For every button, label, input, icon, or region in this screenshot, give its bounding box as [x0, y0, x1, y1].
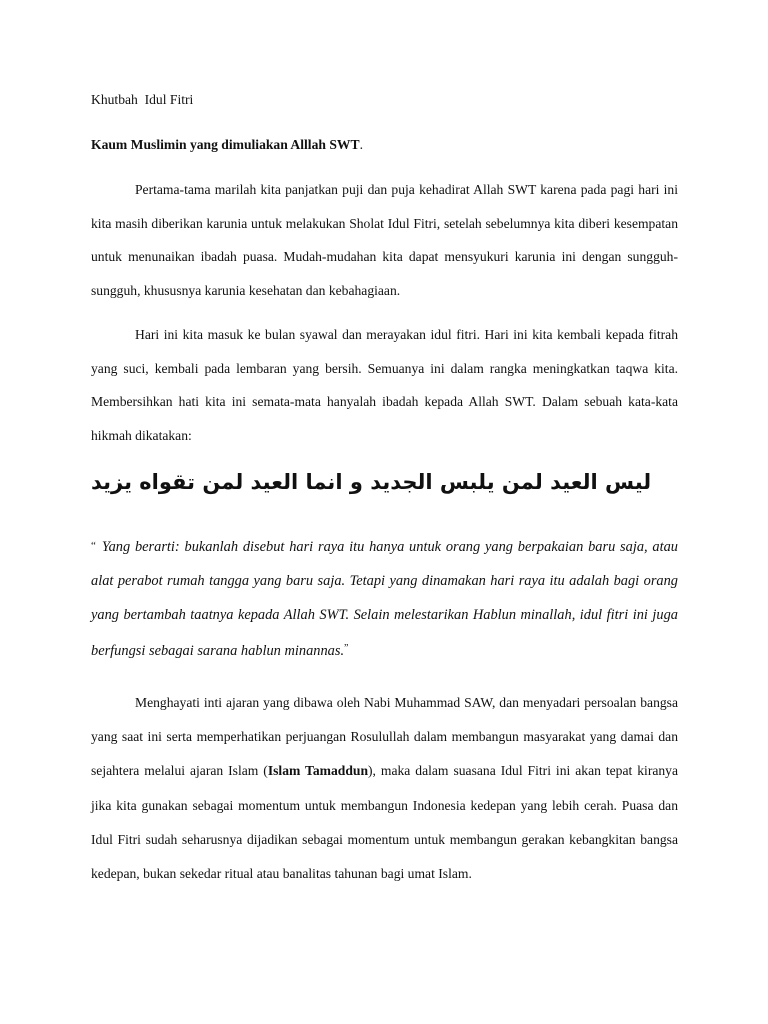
paragraph-opening: Pertama-tama marilah kita panjatkan puji dan puja kehadirat Allah SWT karena pada pagi hari ini kita masih diberikan karunia untuk melakukan Sholat Idul Fitri, setelah sebelumnya kita diberi kesempatan untuk menunaikan ibadah puasa. Mudah-mudahan kita dapat mensyukuri karunia ini dengan sungguh-sungguh, khususnya karunia kesehatan dan kebahagiaan.	[91, 182, 678, 298]
salutation-punctuation: .	[359, 137, 363, 152]
quote-translation-text: Yang berarti: bukanlah disebut hari raya itu hanya untuk orang yang berpakaian baru saja, atau alat perabot rumah tangga yang baru saja. Tetapi yang dinamakan hari raya itu adalah bagi orang yang bertambah taatnya kepada Allah SWT. Selain melestarikan Hablun minallah, idul fitri ini juga berfungsi sebagai sarana hablun minannas.	[91, 539, 678, 659]
salutation-heading	[91, 137, 678, 153]
islam-tamaddun-term: Islam Tamaddun	[267, 763, 369, 779]
paragraph-3-text-before: Menghayati inti ajaran yang dibawa oleh Nabi Muhammad SAW, dan menyadari persoalan bangsa yang saat ini serta memperhatikan perjuangan Rosulullah dalam membangun masyarakat yang damai dan sejahtera melalui ajaran Islam (	[91, 695, 678, 779]
arabic-quote: ليس العيد لمن يلبس الجديد و انما العيد لمن تقواه يزيد	[91, 470, 652, 494]
paragraph-syawal: Hari ini kita masuk ke bulan syawal dan merayakan idul fitri. Hari ini kita kembali kepada fitrah yang suci, kembali pada lembaran yang bersih. Semuanya ini dalam rangka meningkatkan taqwa kita. Membersihkan hati kita ini semata-mata hanyalah ibadah kepada Allah SWT. Dalam sebuah kata-kata hikmah dikatakan:	[91, 327, 678, 443]
quote-close-mark: ”	[344, 643, 349, 654]
salutation-text: Kaum Muslimin yang dimuliakan Alllah SWT	[91, 137, 360, 152]
paragraph-islam-tamaddun	[91, 686, 678, 891]
document-title: Khutbah Idul Fitri	[91, 92, 194, 107]
quote-translation	[91, 529, 678, 668]
quote-open-mark: “	[91, 540, 96, 552]
paragraph-3-text-after: ), maka dalam suasana Idul Fitri ini akan tepat kiranya jika kita gunakan sebagai momentum untuk membangun Indonesia kedepan yang lebih cerah. Puasa dan Idul Fitri sudah seharusnya dijadikan sebagai momentum untuk membangun gerakan kebangkitan bangsa kedepan, bukan sekedar ritual atau banalitas tahunan bagi umat Islam.	[91, 763, 679, 882]
